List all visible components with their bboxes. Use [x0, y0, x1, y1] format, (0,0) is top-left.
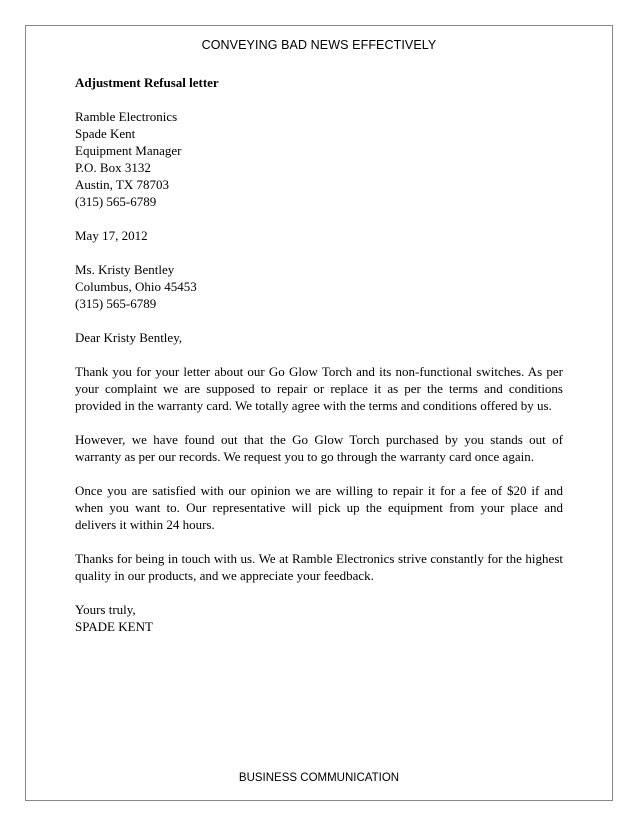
body-paragraph-3: Once you are satisfied with our opinion we are willing to repair it for a fee of $20 if and when you want to. Our representative will pick up the equipment from your place and delivers it within 24 hours. [75, 483, 563, 532]
sender-city: Austin, TX 78703 [75, 177, 170, 192]
page-footer: BUSINESS COMMUNICATION [238, 772, 400, 784]
recipient-city: Columbus, Ohio 45453 [75, 279, 197, 294]
closing-phrase: Yours truly, [75, 602, 136, 617]
sender-title: Equipment Manager [75, 143, 182, 158]
page-header: CONVEYING BAD NEWS EFFECTIVELY [201, 38, 437, 52]
body-paragraph-1: Thank you for your letter about our Go Glow Torch and its non-functional switches. As per your complaint we are supposed to repair or replace it as per the terms and conditions provided in the warranty card. We totally agree with the terms and conditions offered by us. [75, 364, 563, 413]
letter-subject: Adjustment Refusal letter [75, 75, 219, 90]
sender-name: Spade Kent [75, 126, 136, 141]
sender-po-box: P.O. Box 3132 [75, 160, 151, 175]
signature-name: SPADE KENT [75, 619, 153, 634]
sender-address-block [75, 108, 563, 210]
letter-date: May 17, 2012 [75, 228, 148, 243]
recipient-address-block [75, 261, 563, 312]
sender-phone: (315) 565-6789 [75, 194, 157, 209]
letter-body [75, 74, 563, 635]
closing-block [75, 601, 563, 635]
body-paragraph-4: Thanks for being in touch with us. We at Ramble Electronics strive constantly for the highest quality in our products, and we appreciate your feedback. [75, 551, 563, 583]
sender-company: Ramble Electronics [75, 109, 178, 124]
recipient-phone: (315) 565-6789 [75, 296, 157, 311]
salutation: Dear Kristy Bentley, [75, 330, 183, 345]
body-paragraph-2: However, we have found out that the Go Glow Torch purchased by you stands out of warranty as per our records. We request you to go through the warranty card once again. [75, 432, 563, 464]
recipient-name: Ms. Kristy Bentley [75, 262, 175, 277]
